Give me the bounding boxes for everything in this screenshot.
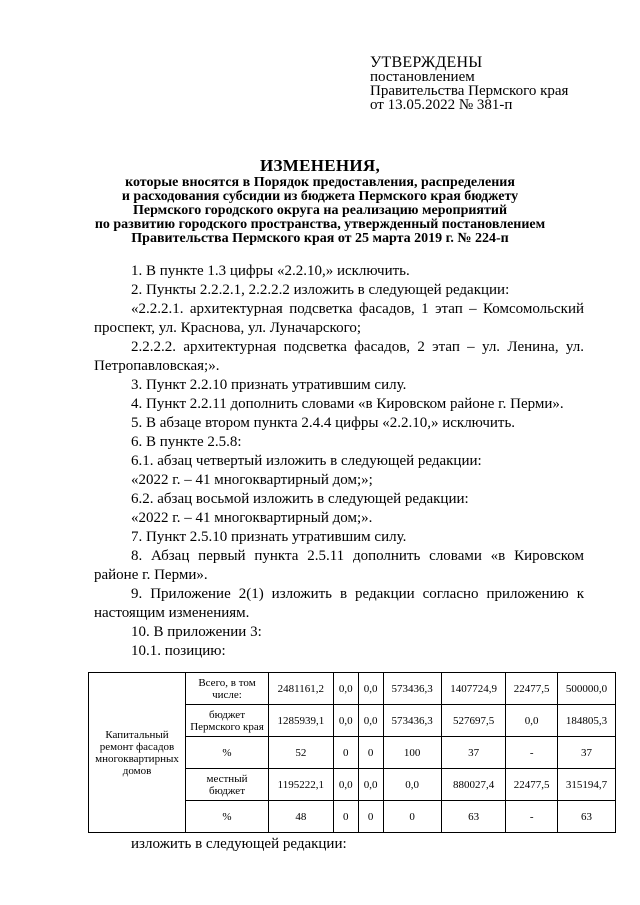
table-cell: 1195222,1 [269, 769, 334, 801]
table-cell: 100 [383, 737, 441, 769]
document-title: ИЗМЕНЕНИЯ, [259, 156, 381, 175]
subtitle-line: по развитию городского пространства, утвержденный постановлением [94, 217, 546, 232]
table-cell: 0,0 [333, 673, 358, 705]
table-cell: 0,0 [506, 705, 557, 737]
subtitle-line: Правительства Пермского края от 25 марта 2019 г. № 224-п [131, 231, 509, 246]
paragraph: 10.1. позицию: [131, 643, 226, 659]
table-cell: 37 [441, 737, 506, 769]
paragraph: «2022 г. – 41 многоквартирный дом;». [131, 510, 373, 526]
table-cell: 0,0 [333, 705, 358, 737]
table-cell: 1285939,1 [269, 705, 334, 737]
row-header: Всего, в том числе: [186, 673, 269, 705]
paragraph: 5. В абзаце втором пункта 2.4.4 цифры «2.2.10,» исключить. [131, 415, 516, 431]
table-cell: 0 [358, 737, 383, 769]
document-subtitle [0, 176, 640, 246]
table-row [89, 673, 616, 705]
approval-stamp [370, 56, 630, 112]
table-cell: 0,0 [383, 769, 441, 801]
table-cell: 37 [557, 737, 615, 769]
table-cell: 0,0 [358, 769, 383, 801]
table-cell: 880027,4 [441, 769, 506, 801]
closing-line: изложить в следующей редакции: [131, 836, 347, 852]
paragraph: 1. В пункте 1.3 цифры «2.2.10,» исключить. [131, 263, 410, 279]
table-cell: 1407724,9 [441, 673, 506, 705]
subtitle-line: Пермского городского округа на реализацию мероприятий [132, 203, 508, 218]
table-cell: 63 [441, 801, 506, 833]
table-cell: - [506, 801, 557, 833]
table-cell: 0,0 [358, 673, 383, 705]
subtitle-line: и расходования субсидии из бюджета Пермского края бюджету [121, 189, 519, 204]
approval-line: от 13.05.2022 № 381-п [370, 97, 513, 113]
table-cell: 0 [358, 801, 383, 833]
paragraph: 8. Абзац первый пункта 2.5.11 дополнить словами «в Кировском районе г. Перми». [94, 548, 584, 583]
table-cell: 573436,3 [383, 673, 441, 705]
paragraph: 2.2.2.2. архитектурная подсветка фасадов, 2 этап – ул. Ленина, ул. Петропавловская;». [94, 339, 584, 374]
approval-line: Правительства Пермского края [370, 83, 569, 99]
subtitle-line: которые вносятся в Порядок предоставления, распределения [125, 175, 515, 190]
document-body [94, 262, 584, 661]
table-cell: 2481161,2 [269, 673, 334, 705]
paragraph: «2.2.2.1. архитектурная подсветка фасадов, 1 этап – Комсомольский проспект, ул. Краснова, ул. Луначарского; [94, 301, 584, 336]
table-cell: 184805,3 [557, 705, 615, 737]
paragraph: 6. В пункте 2.5.8: [131, 434, 242, 450]
table-cell: 0 [333, 737, 358, 769]
paragraph: 7. Пункт 2.5.10 признать утратившим силу. [131, 529, 407, 545]
table-cell: 573436,3 [383, 705, 441, 737]
paragraph: 3. Пункт 2.2.10 признать утратившим силу. [131, 377, 407, 393]
paragraph: 2. Пункты 2.2.2.1, 2.2.2.2 изложить в следующей редакции: [131, 282, 510, 298]
paragraph: 4. Пункт 2.2.11 дополнить словами «в Кировском районе г. Перми». [131, 396, 564, 412]
table-cell: 0,0 [358, 705, 383, 737]
table-cell: 52 [269, 737, 334, 769]
table-cell: 22477,5 [506, 769, 557, 801]
row-header: бюджет Пермского края [186, 705, 269, 737]
paragraph: 10. В приложении 3: [131, 624, 262, 640]
table-cell: 315194,7 [557, 769, 615, 801]
table-cell: 48 [269, 801, 334, 833]
table-cell: 0 [333, 801, 358, 833]
approval-line: постановлением [370, 69, 475, 85]
paragraph: «2022 г. – 41 многоквартирный дом;»; [131, 472, 373, 488]
table-cell: 500000,0 [557, 673, 615, 705]
funding-table [88, 672, 616, 833]
paragraph: 9. Приложение 2(1) изложить в редакции согласно приложению к настоящим изменениям. [94, 586, 584, 621]
paragraph: 6.1. абзац четвертый изложить в следующей редакции: [131, 453, 482, 469]
table-cell: - [506, 737, 557, 769]
paragraph: 6.2. абзац восьмой изложить в следующей редакции: [131, 491, 469, 507]
table-cell: 22477,5 [506, 673, 557, 705]
table-cell: 0 [383, 801, 441, 833]
table-cell: 63 [557, 801, 615, 833]
row-header: местный бюджет [186, 769, 269, 801]
table-cell: 527697,5 [441, 705, 506, 737]
table-cell: 0,0 [333, 769, 358, 801]
row-header: % [186, 737, 269, 769]
approval-heading: УТВЕРЖДЕНЫ [370, 54, 483, 71]
position-label: Капитальный ремонт фасадов многоквартирных домов [89, 673, 186, 833]
row-header: % [186, 801, 269, 833]
